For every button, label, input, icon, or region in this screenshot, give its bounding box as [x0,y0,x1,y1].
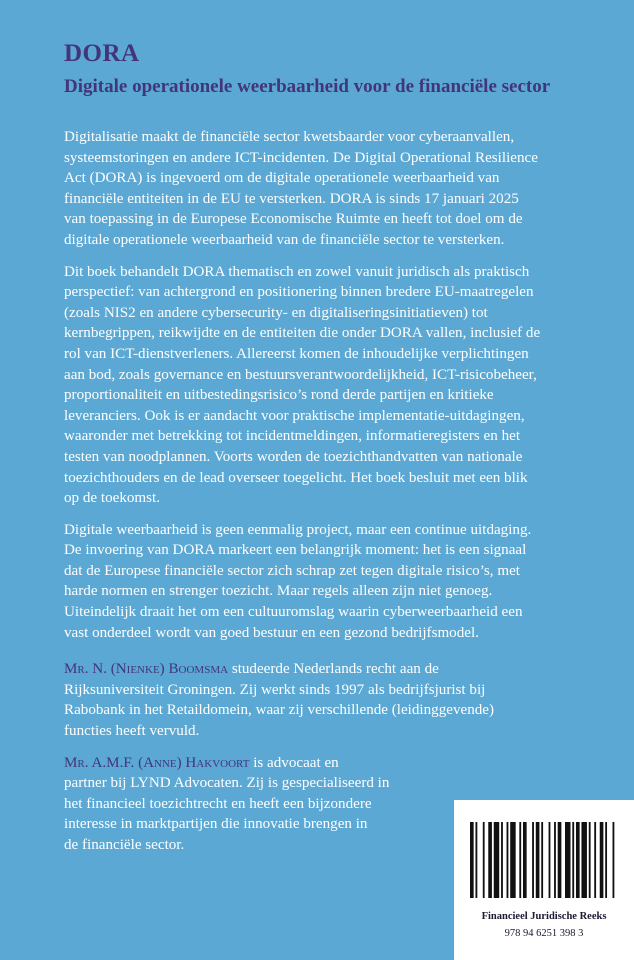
bio-text: is advocaat en [249,754,339,771]
text-line: harde normen en strenger toezicht. Maar regels alleen zijn niet genoeg. [64,583,493,600]
text-line: Dit boek behandelt DORA thematisch en zowel vanuit juridisch als praktisch [64,263,530,280]
text-line [64,659,584,680]
barcode-bar [532,822,534,898]
text-line: Uiteindelijk draait het om een cultuuromslag waarin cyberweerbaarheid een [64,604,523,621]
book-subtitle: Digitale operationele weerbaarheid voor de financiële sector [64,76,551,97]
barcode-bar [565,822,570,898]
barcode-bar [549,822,551,898]
barcode-icon [470,822,618,898]
text-line: dat de Europese financiële sector zich schrap zet tegen digitale risico’s, met [64,562,520,579]
barcode-bar [558,822,562,898]
text-line: waaronder met betrekking tot incidentmeldingen, informatieregisters en het [64,428,521,445]
text-line: vast onderdeel wordt van goed bestuur en een gezond bedrijfsmodel. [64,624,479,641]
text-line [64,753,584,774]
text-line: Rijksuniversiteit Groningen. Zij werkt sinds 1997 als bedrijfsjurist bij [64,681,486,698]
barcode-bar [475,822,477,898]
text-line: rol van ICT-dienstverleners. Allereerst komen de inhoudelijke verplichtingen [64,345,529,362]
barcode-bar [613,822,615,898]
text-line: testen van noodplannen. Voorts worden de toezichthandvatten van nationale [64,448,523,465]
back-cover-text [64,127,584,867]
barcode-bar [488,822,492,898]
text-line: leveranciers. Ook is er aandacht voor praktische implementatie-uitdagingen, [64,407,525,424]
barcode-bar [501,822,503,898]
author-name: Mr. N. (Nienke) Boomsma [64,661,229,678]
text-line: van toepassing in de Europese Economische Ruimte en heeft tot doel om de [64,211,523,228]
paragraph-intro [64,127,584,251]
text-line: functies heeft vervuld. [64,723,200,740]
barcode-bar [541,822,543,898]
barcode-bar [589,822,591,898]
text-line: op de toekomst. [64,490,161,507]
barcode-bar [519,822,521,898]
text-line: het financieel toezichtrecht en heeft een bijzondere [64,795,372,812]
text-line: interesse in marktpartijen die innovatie brengen in [64,816,368,833]
paragraph-conclusion [64,520,584,644]
text-line: (zoals NIS2 en andere cybersecurity- en digitaliseringsinitiatieven) tot [64,304,488,321]
author-name: Mr. A.M.F. (Anne) Hakvoort [64,754,250,771]
text-line: Digitalisatie maakt de financiële sector kwetsbaarder voor cyberaanvallen, [64,129,515,145]
text-line: systeemstoringen en andere ICT-incidenten. De Digital Operational Resilience [64,149,538,166]
text-line: Rabobank in het Retaildomein, waar zij verschillende (leidinggevende) [64,702,495,719]
barcode-bar [536,822,540,898]
text-line: de financiële sector. [64,837,185,853]
text-line: aan bod, zoals governance en bestuursverantwoordelijkheid, ICT-risicobeheer, [64,366,537,383]
paragraph-content [64,262,584,509]
text-line: De invoering van DORA markeert een belangrijk moment: het is een signaal [64,542,527,559]
barcode-panel [454,800,634,960]
text-line: toezichthouders en de lead overseer toegelicht. Het boek besluit met een blik [64,469,528,486]
barcode-bar [483,822,485,898]
text-line: Act (DORA) is ingevoerd om de digitale operationele weerbaarheid van [64,170,500,187]
author-bio-boomsma [64,659,584,741]
barcode-bar [510,822,515,898]
barcode-bar [594,822,596,898]
book-title: DORA [64,40,140,67]
text-line: partner bij LYND Advocaten. Zij is gespecialiseerd in [64,775,390,792]
barcode-bar [554,822,556,898]
barcode-bar [605,822,607,898]
text-line: perspectief: van achtergrond en positionering binnen bredere EU-maatregelen [64,284,534,301]
text-line: financiële entiteiten in de EU te versterken. DORA is sinds 17 januari 2025 [64,190,519,207]
isbn-number: 978 94 6251 398 3 [504,928,584,939]
barcode-bar [576,822,580,898]
text-line: Digitale weerbaarheid is geen eenmalig project, maar een continue uitdaging. [64,521,532,538]
text-line: kernbegrippen, reikwijdte en de entiteiten die onder DORA vallen, inclusief de [64,325,541,342]
barcode-bar [581,822,586,898]
text-line: proportionaliteit en uitbestedingsrisico’s rond derde partijen en kritieke [64,387,494,404]
barcode-bar [470,822,474,898]
barcode-bar [523,822,527,898]
bio-text: studeerde Nederlands recht aan de [228,661,439,678]
barcode-bar [507,822,509,898]
text-line: digitale operationele weerbaarheid van de financiële sector te versterken. [64,231,505,248]
barcode-bar [494,822,499,898]
series-label: Financieel Juridische Reeks [481,911,607,922]
barcode-bar [600,822,604,898]
barcode-bar [572,822,574,898]
